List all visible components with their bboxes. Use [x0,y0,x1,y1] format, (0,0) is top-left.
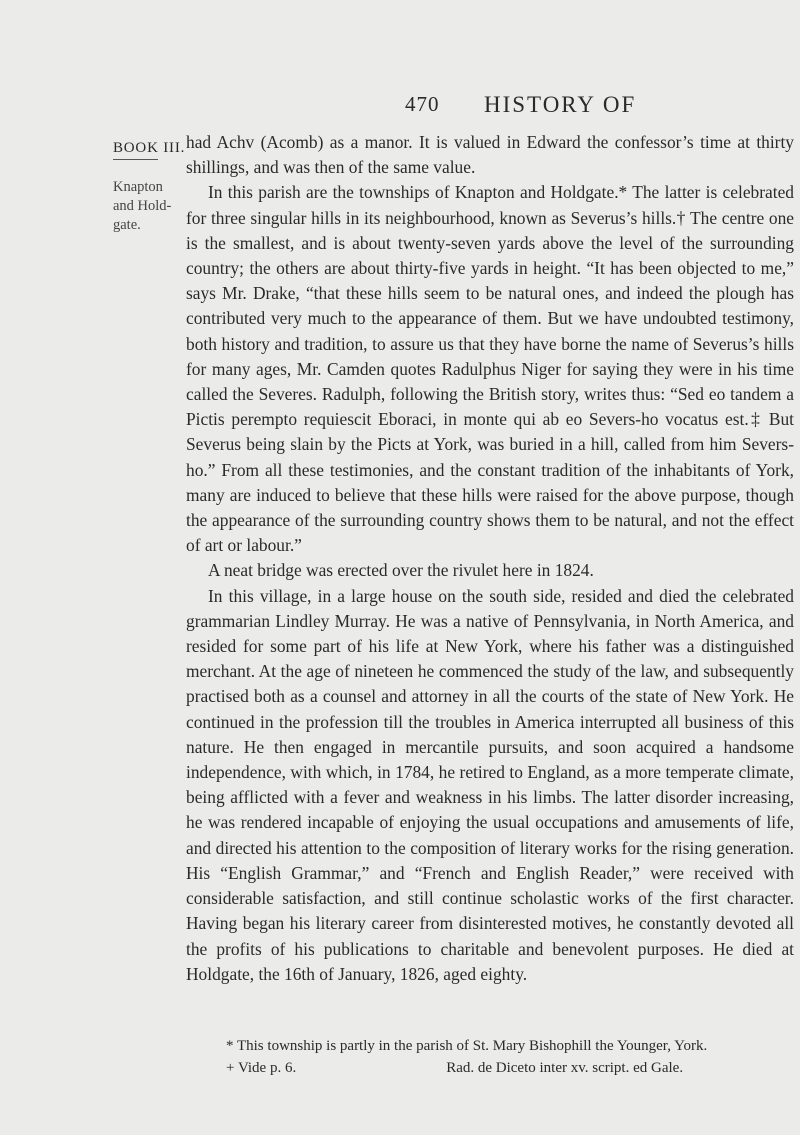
paragraph: A neat bridge was erected over the rivulet here in 1824. [208,560,594,581]
footnotes [226,1035,786,1079]
paragraph: had Achv (Acomb) as a manor. It is valued in Edward the confessor’s time at thirty shillings, and was then of the same value. [186,132,794,178]
footnote: * This township is partly in the parish of St. Mary Bishophill the Younger, York. [226,1038,708,1054]
margin-note [113,178,175,235]
margin-note-line: and Hold- [113,198,172,214]
body-text [186,130,794,987]
margin-note-line: Knapton [113,179,163,195]
footnote-ref: + Vide p. 6. [226,1060,297,1076]
margin-note-line: gate. [113,217,141,233]
page-number: 470 [405,92,440,116]
footnote [226,1057,786,1079]
paragraph: In this parish are the townships of Knapton and Holdgate.* The latter is celebrated for three singular hills in its neighbourhood, known as Severus’s hills.† The centre one is the smallest, and is about twenty-seven yards above the level of the surrounding country; the others are about thirty-five yards in height. “It has been objected to me,” says Mr. Drake, “that these hills seem to be natural ones, and indeed the plough has contributed very much to the appearance of them. But we have undoubted testimony, both history and tradition, to assure us that they have borne the name of Severus’s hills for many ages, Mr. Camden quotes Radulphus Niger for saying they were in his time called the Severes. Radulph, following the British story, writes thus: “Sed eo tandem a Pictis perempto requiescit Eboraci, in monte qui ab eo Severs-ho vocatus est.‡ But Severus being slain by the Picts at York, was buried in a hill, called from him Severs-ho.” From all these testimonies, and the constant tradition of the inhabitants of York, many are induced to believe that these hills were raised for the above purpose, though the appearance of the surrounding country shows them to be natural, and not the effect of art or labour.” [186,182,794,556]
running-head: HISTORY OF [484,92,637,117]
paragraph: In this village, in a large house on the south side, resided and died the celebrated grammarian Lindley Murray. He was a native of Pennsylvania, in North America, and resided for some part of his life at New York, where his father was a distinguished merchant. At the age of nineteen he commenced the study of the law, and subsequently practised both as a counsel and attorney in all the courts of the state of New York. He continued in the profession till the troubles in America interrupted all business of this nature. He then engaged in mercantile pursuits, and soon acquired a handsome independence, with which, in 1784, he retired to England, as a more temperate climate, being afflicted with a fever and weakness in his limbs. The latter disorder increasing, he was rendered incapable of enjoying the usual occupations and amusements of life, and directed his attention to the composition of literary works for the rising generation. His “English Grammar,” and “French and English Reader,” were received with considerable satisfaction, and still continue scholastic works of the first character. Having began his literary career from disinterested motives, he constantly devoted all the profits of his publications to charitable and benevolent purposes. He died at Holdgate, the 16th of January, 1826, aged eighty. [186,585,794,984]
margin-book-label: BOOK III. [113,140,158,160]
page-header [0,92,800,122]
footnote-ref: Rad. de Diceto inter xv. script. ed Gale. [446,1060,684,1076]
